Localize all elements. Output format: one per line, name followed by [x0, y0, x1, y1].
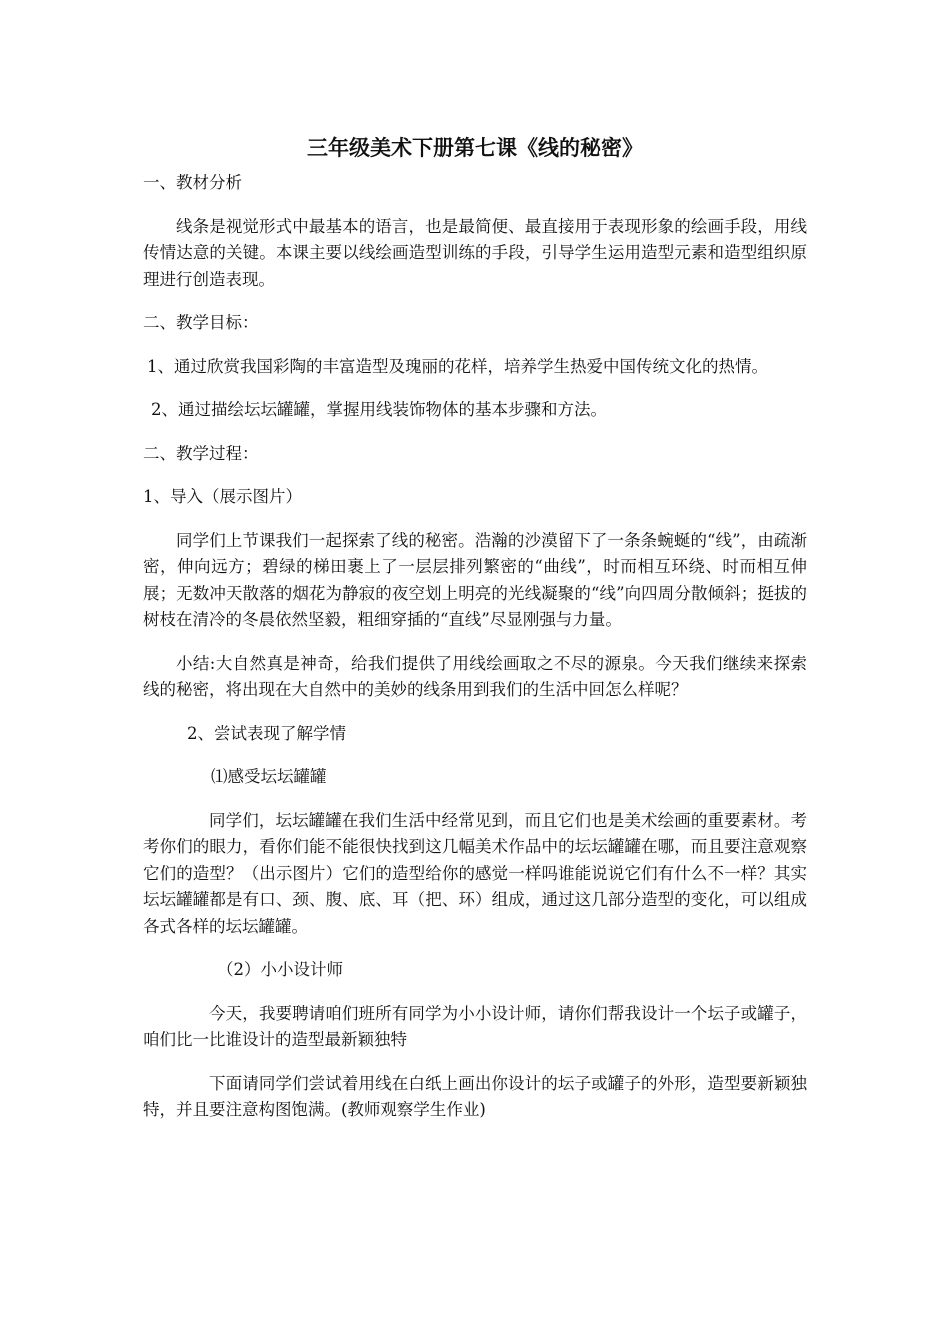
- step2-heading: 2、尝试表现了解学情: [187, 723, 346, 743]
- goal-item-1: 1、通过欣赏我国彩陶的丰富造型及瑰丽的花样，培养学生热爱中国传统文化的热情。: [147, 356, 768, 376]
- section-heading-process: 二、教学过程：: [143, 443, 259, 463]
- step2a-heading: ⑴感受坛坛罐罐: [211, 767, 327, 786]
- step1-heading: 1、导入（展示图片）: [143, 487, 302, 506]
- step2b-paragraph-1: 今天，我要聘请咱们班所有同学为小小设计师，请你们帮我设计一个坛子或罐子，咱们比一比谁设计的造型最新颖独特: [143, 1003, 807, 1049]
- section-heading-goals: 二、教学目标：: [143, 313, 259, 332]
- document-title: 三年级美术下册第七课《线的秘密》: [307, 135, 643, 160]
- step1-summary: 小结:大自然真是神奇，给我们提供了用线绘画取之不尽的源泉。今天我们继续来探索线的秘密，将出现在大自然中的美妙的线条用到我们的生活中回怎么样呢？: [143, 653, 807, 699]
- step2b-paragraph-2: 下面请同学们尝试着用线在白纸上画出你设计的坛子或罐子的外形，造型要新颖独特，并且要注意构图饱满。(教师观察学生作业): [143, 1073, 807, 1119]
- section-heading-analysis: 一、教材分析: [143, 173, 242, 192]
- step1-paragraph: 同学们上节课我们一起探索了线的秘密。浩瀚的沙漠留下了一条条蜿蜒的“线”，由疏渐密，伸向远方；碧绿的梯田裹上了一层层排列繁密的“曲线”，时而相互环绕、时而相互伸展；无数冲天散落的烟花为静寂的夜空划上明亮的光线凝聚的“线”向四周分散倾斜；挺拔的树枝在清冷的冬晨依然坚毅，粗细穿插的“直线”尽显刚强与力量。: [143, 530, 807, 629]
- goal-item-2: 2、通过描绘坛坛罐罐，掌握用线装饰物体的基本步骤和方法。: [151, 400, 607, 419]
- step2a-paragraph: 同学们，坛坛罐罐在我们生活中经常见到，而且它们也是美术绘画的重要素材。考考你们的眼力，看你们能不能很快找到这几幅美术作品中的坛坛罐罐在哪，而且要注意观察它们的造型？（出示图片）它们的造型给你的感觉一样吗谁能说说它们有什么不一样？其实坛坛罐罐都是有口、颈、腹、底、耳（把、环）组成，通过这几部分造型的变化，可以组成各式各样的坛坛罐罐。: [143, 810, 807, 936]
- analysis-paragraph: 线条是视觉形式中最基本的语言，也是最简便、最直接用于表现形象的绘画手段，用线传情达意的关键。本课主要以线绘画造型训练的手段，引导学生运用造型元素和造型组织原理进行创造表现。: [143, 216, 807, 289]
- step2b-heading: （2）小小设计师: [217, 960, 343, 979]
